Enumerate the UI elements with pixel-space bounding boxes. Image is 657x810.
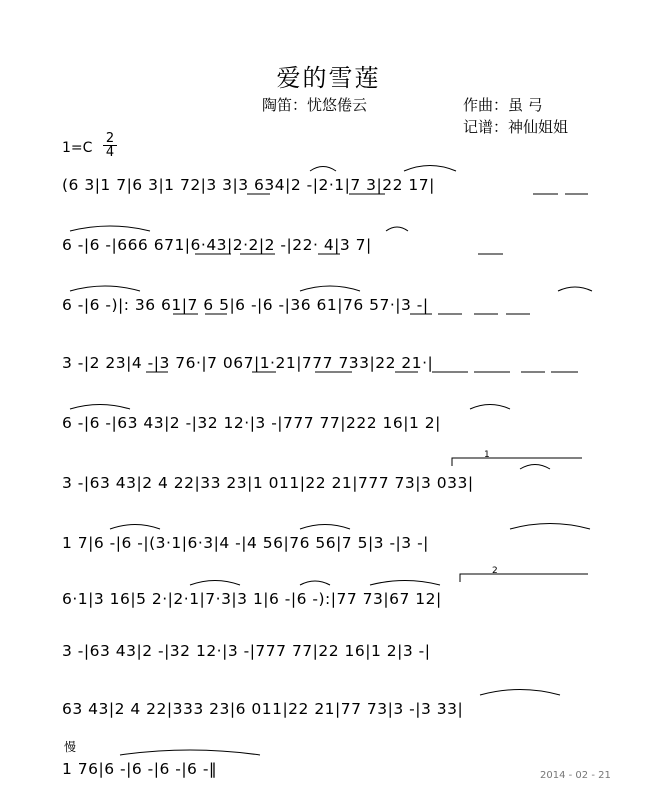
score-row-10: 63 43|2 4 22|333 23|6 011|22 21|77 73|3 -|3 33| <box>62 700 464 718</box>
time-signature-top: 2 <box>105 131 115 146</box>
time-signature-bottom: 4 <box>103 145 117 159</box>
volta-2-label: 2 <box>492 566 498 576</box>
score-row-1: (6 3|1 7|6 3|1 72|3 3|3 634|2 -|2·1|7 3|22 17| <box>62 176 435 194</box>
score-row-9: 3 -|63 43|2 -|32 12·|3 -|777 77|22 16|1 2|3 -| <box>62 642 431 660</box>
composer-credit: 作曲：虽 弓 <box>463 96 543 114</box>
transcriber-credit: 记谱：神仙姐姐 <box>463 118 569 136</box>
score-row-7: 1 7|6 -|6 -|(3·1|6·3|4 -|4 56|76 56|7 5|3 -|3 -| <box>62 534 429 552</box>
score-row-3: 6 -|6 -)|: 36 61|7 6 5|6 -|6 -|36 61|76 57·|3 -| <box>62 296 429 314</box>
score-row-8: 6·1|3 16|5 2·|2·1|7·3|3 1|6 -|6 -):|77 73|67 12| <box>62 590 442 608</box>
volta-1-label: 1 <box>484 450 490 460</box>
time-signature <box>103 132 117 159</box>
score-row-2: 6 -|6 -|666 671|6·43|2·2|2 -|22· 4|3 7| <box>62 236 372 254</box>
score-row-11: 1 76|6 -|6 -|6 -|6 -‖ <box>62 760 218 778</box>
score-row-4: 3 -|2 23|4 -|3 76·|7 067|1·21|777 733|22 21·| <box>62 354 434 372</box>
tempo-mark: 慢 <box>64 740 77 754</box>
performer-credit: 陶笛：忧悠倦云 <box>262 96 368 114</box>
key-signature: 1=C <box>62 140 93 156</box>
score-row-5: 6 -|6 -|63 43|2 -|32 12·|3 -|777 77|222 16|1 2| <box>62 414 441 432</box>
song-title: 爱的雪莲 <box>276 64 381 92</box>
score-row-6: 3 -|63 43|2 4 22|33 23|1 011|22 21|777 73|3 033| <box>62 474 474 492</box>
date-stamp: 2014 - 02 - 21 <box>540 770 611 781</box>
